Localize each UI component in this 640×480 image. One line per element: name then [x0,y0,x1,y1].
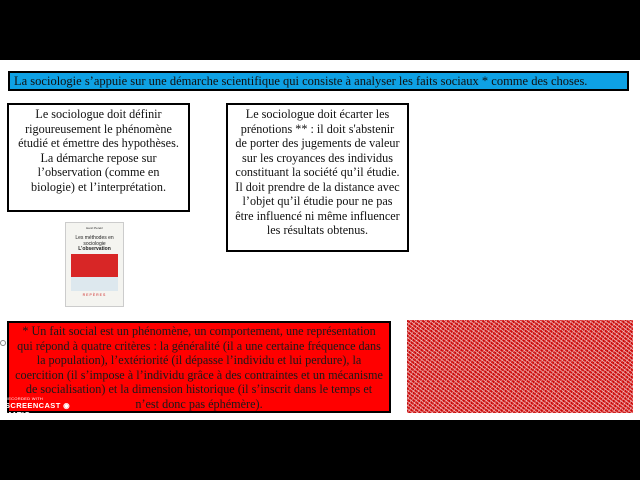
method-text-box: Le sociologue doit définir rigoureusement le phénomène étudié et émettre des hypothèses. La démarche repose sur l’observation (comme en biologie) et l’interprétation. [7,103,190,212]
book-title [66,236,123,253]
book-title-text: Les méthodes en sociologie [75,235,114,247]
book-floor-graphic [71,277,118,291]
screencast-watermark [5,396,95,419]
watermark-dot-icon: ◉ [63,401,71,410]
prenotions-text-box: Le sociologue doit écarter les prénotions ** : il doit s'abstenir de porter des jugements de valeur sur les croyances des individus constituant la société qu’il étudie. Il doit prendre de la distance avec l’objet qu’il étudie pour ne pas être influencé ni même influencer les résultats obtenus. [226,103,409,252]
watermark-brand-b: MATIC [5,410,31,419]
slide-title: La sociologie s’appuie sur une démarche scientifique qui consiste à analyser les faits sociaux * comme des choses. [8,71,629,91]
book-red-band [71,254,118,277]
book-author: Henri Peretz [86,226,103,230]
slide [0,60,640,420]
definition-box: * Un fait social est un phénomène, un comportement, une représentation qui répond à quatre critères : la généralité (il a une certaine fréquence dans la population), l’extériorité (il dépasse l’individu et lui perdure), la coercition (il s’impose à l’individu grâce à des contraintes et un mécanisme de socialisation) et la dimension historique (il s’inscrit dans le temps et n’est donc pas éphémère). [7,321,391,413]
watermark-recorded: RECORDED WITH [5,396,44,401]
book-cover-image [65,222,124,307]
watermark-brand [5,401,95,419]
noise-image [407,320,633,413]
book-subtitle: L’observation [78,246,111,252]
watermark-brand-a: SCREENCAST [5,401,61,410]
book-collection: REPÈRES [82,293,107,297]
slide-handle-icon [0,340,6,346]
